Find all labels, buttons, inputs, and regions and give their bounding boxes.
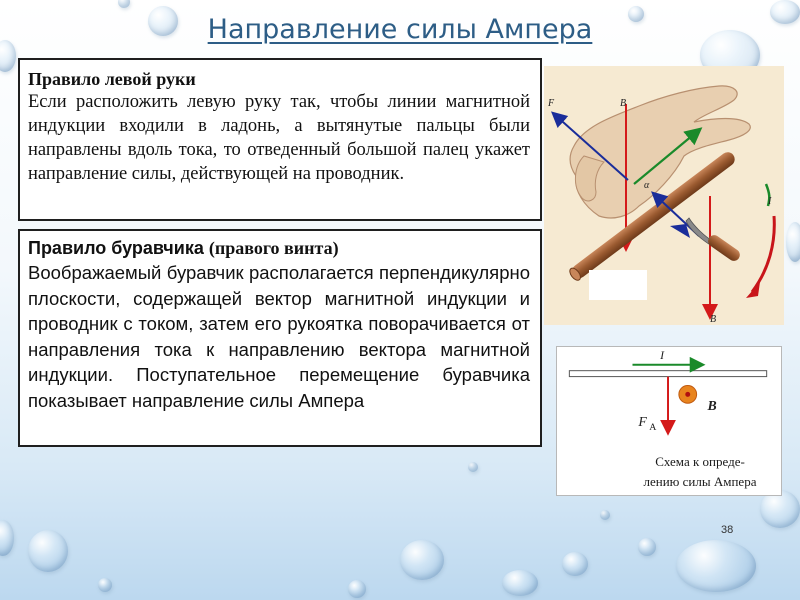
gimlet-rule-heading-suffix: (правого винта) xyxy=(208,238,339,258)
gimlet-rule-text: Воображаемый буравчик располагается перпендикулярно плоскости, содержащей вектор магнитной индукции и проводник с током, затем его рукоятка поворачивается от направления тока к направлению вектора магнитной индукции. Поступательное перемещение буравчика показывает направление силы Ампера xyxy=(28,262,530,411)
water-drop-decoration xyxy=(348,580,366,598)
field-label: B xyxy=(620,98,627,109)
scheme-caption-line1: Схема к опреде- xyxy=(655,454,745,469)
gimlet-rule-heading-main: Правило буравчика xyxy=(28,238,204,258)
current-label: I xyxy=(660,347,665,362)
alpha-label: α xyxy=(644,180,650,191)
water-drop-decoration xyxy=(118,0,130,8)
page-number: 38 xyxy=(721,524,734,536)
current-label: I xyxy=(768,196,772,207)
figure-blank-label xyxy=(589,270,647,300)
conductor xyxy=(569,371,766,377)
gimlet-rule-box xyxy=(18,229,542,447)
left-hand-rule-figure xyxy=(544,66,784,325)
water-drop-decoration xyxy=(638,538,656,556)
water-drop-decoration xyxy=(468,462,478,472)
water-drop-decoration xyxy=(28,530,68,572)
force-label: F xyxy=(638,413,647,429)
water-drop-decoration xyxy=(400,540,444,580)
gimlet-rule-heading xyxy=(28,237,530,260)
water-drop-decoration xyxy=(98,578,112,592)
water-drop-decoration xyxy=(676,540,756,592)
left-hand-rule-text: Если расположить левую руку так, чтобы линии магнитной индукции входили в ладонь, а вытянутые пальцы были направлены вдоль тока, то отведенный большой палец укажет направление силы, действующей на проводник. xyxy=(28,92,530,184)
force-subscript: А xyxy=(649,421,657,433)
water-drop-decoration xyxy=(562,552,588,576)
water-drop-decoration xyxy=(502,570,538,596)
slide-title: Направление силы Ампера xyxy=(207,14,593,45)
field-bottom-label: B xyxy=(710,314,717,325)
field-label: B xyxy=(707,398,717,414)
water-drop-decoration xyxy=(600,510,610,520)
force-label: F xyxy=(548,98,555,109)
scheme-caption-line2: лению силы Ампера xyxy=(643,474,757,489)
left-hand-rule-heading: Правило левой руки xyxy=(28,69,196,89)
left-hand-rule-box xyxy=(18,58,542,221)
scheme-caption xyxy=(620,452,780,492)
water-drop-decoration xyxy=(0,520,14,556)
water-drop-decoration xyxy=(786,222,800,262)
